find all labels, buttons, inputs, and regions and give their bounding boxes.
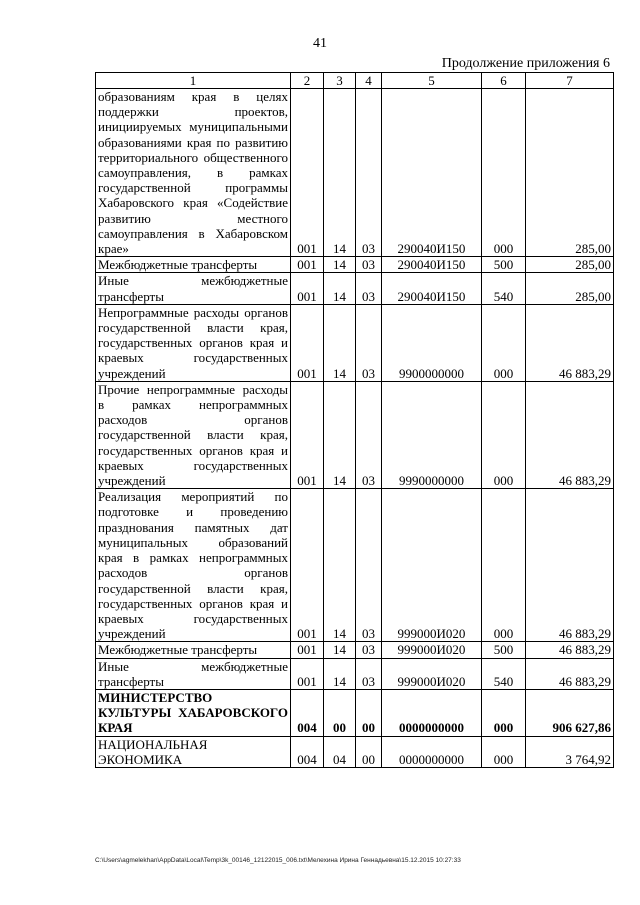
row-section: 00 [324,689,356,736]
row-subsection: 03 [356,304,382,381]
row-name: Реализация мероприятий по подготовке и проведению празднования памятных дат муниципальных образований края в рамках непрограммных расходов органов государственной власти края, государственных органов края и краевых государственных учреждений [96,489,291,642]
row-amount: 285,00 [526,257,614,273]
row-expense-type: 540 [482,658,526,689]
row-admin-code: 001 [291,658,324,689]
row-target-item: 9990000000 [382,381,482,488]
row-target-item: 999000И020 [382,658,482,689]
column-header: 5 [382,73,482,89]
row-admin-code: 001 [291,257,324,273]
row-name: Непрограммные расходы органов государственной власти края, государственных органов края и краевых государственных учреждений [96,304,291,381]
column-header: 4 [356,73,382,89]
row-name: НАЦИОНАЛЬНАЯ ЭКОНОМИКА [96,736,291,767]
continuation-label: Продолжение приложения 6 [441,56,610,71]
row-subsection: 03 [356,489,382,642]
row-amount: 46 883,29 [526,642,614,658]
table-row [96,89,614,257]
row-subsection: 03 [356,381,382,488]
row-section: 14 [324,257,356,273]
row-section: 14 [324,304,356,381]
row-subsection: 03 [356,642,382,658]
row-target-item: 290040И150 [382,273,482,304]
footer-path: C:\Users\agmelekhan\AppData\Local\Temp\3k_00146_12122015_006.txt\Мелехина Ирина Геннадьевна\15.12.2015 10:27:33 [95,857,461,864]
row-section: 14 [324,89,356,257]
row-expense-type: 500 [482,642,526,658]
row-subsection: 00 [356,689,382,736]
row-name: Иные межбюджетные трансферты [96,273,291,304]
row-expense-type: 000 [482,736,526,767]
column-header: 2 [291,73,324,89]
row-section: 14 [324,642,356,658]
row-subsection: 03 [356,658,382,689]
table-row [96,273,614,304]
table-row [96,489,614,642]
column-header: 1 [96,73,291,89]
row-name: Межбюджетные трансферты [96,642,291,658]
row-section: 04 [324,736,356,767]
row-admin-code: 001 [291,273,324,304]
row-amount: 285,00 [526,273,614,304]
row-amount: 46 883,29 [526,658,614,689]
row-expense-type: 000 [482,381,526,488]
row-admin-code: 001 [291,381,324,488]
row-admin-code: 001 [291,304,324,381]
row-expense-type: 540 [482,273,526,304]
table-row [96,689,614,736]
row-amount: 46 883,29 [526,381,614,488]
row-subsection: 03 [356,89,382,257]
row-name: образованиям края в целях поддержки проектов, инициируемых муниципальными образованиями края по развитию территориального общественного самоуправления, в рамках государственной программы Хабаровского края «Содействие развитию местного самоуправления в Хабаровском крае» [96,89,291,257]
page-number: 41 [313,36,327,51]
row-section: 14 [324,381,356,488]
row-expense-type: 500 [482,257,526,273]
row-amount: 285,00 [526,89,614,257]
table-row [96,304,614,381]
row-subsection: 00 [356,736,382,767]
row-section: 14 [324,489,356,642]
row-target-item: 290040И150 [382,257,482,273]
row-target-item: 999000И020 [382,642,482,658]
row-admin-code: 004 [291,736,324,767]
row-section: 14 [324,273,356,304]
column-header: 7 [526,73,614,89]
row-name: Прочие непрограммные расходы в рамках непрограммных расходов органов государственной власти края, государственных органов края и краевых государственных учреждений [96,381,291,488]
column-header: 6 [482,73,526,89]
row-target-item: 0000000000 [382,689,482,736]
table-row [96,642,614,658]
table-row [96,381,614,488]
row-amount: 46 883,29 [526,489,614,642]
row-admin-code: 004 [291,689,324,736]
row-expense-type: 000 [482,689,526,736]
row-name: Иные межбюджетные трансферты [96,658,291,689]
table-row [96,257,614,273]
row-target-item: 290040И150 [382,89,482,257]
row-subsection: 03 [356,257,382,273]
row-admin-code: 001 [291,89,324,257]
budget-table [95,72,614,768]
table-header-row [96,73,614,89]
row-target-item: 9900000000 [382,304,482,381]
row-name: МИНИСТЕРСТВО КУЛЬТУРЫ ХАБАРОВСКОГО КРАЯ [96,689,291,736]
row-expense-type: 000 [482,304,526,381]
row-expense-type: 000 [482,89,526,257]
row-expense-type: 000 [482,489,526,642]
row-admin-code: 001 [291,489,324,642]
row-amount: 46 883,29 [526,304,614,381]
row-target-item: 999000И020 [382,489,482,642]
row-target-item: 0000000000 [382,736,482,767]
table-row [96,736,614,767]
row-section: 14 [324,658,356,689]
row-amount: 906 627,86 [526,689,614,736]
row-amount: 3 764,92 [526,736,614,767]
row-name: Межбюджетные трансферты [96,257,291,273]
table-row [96,658,614,689]
row-admin-code: 001 [291,642,324,658]
row-subsection: 03 [356,273,382,304]
column-header: 3 [324,73,356,89]
